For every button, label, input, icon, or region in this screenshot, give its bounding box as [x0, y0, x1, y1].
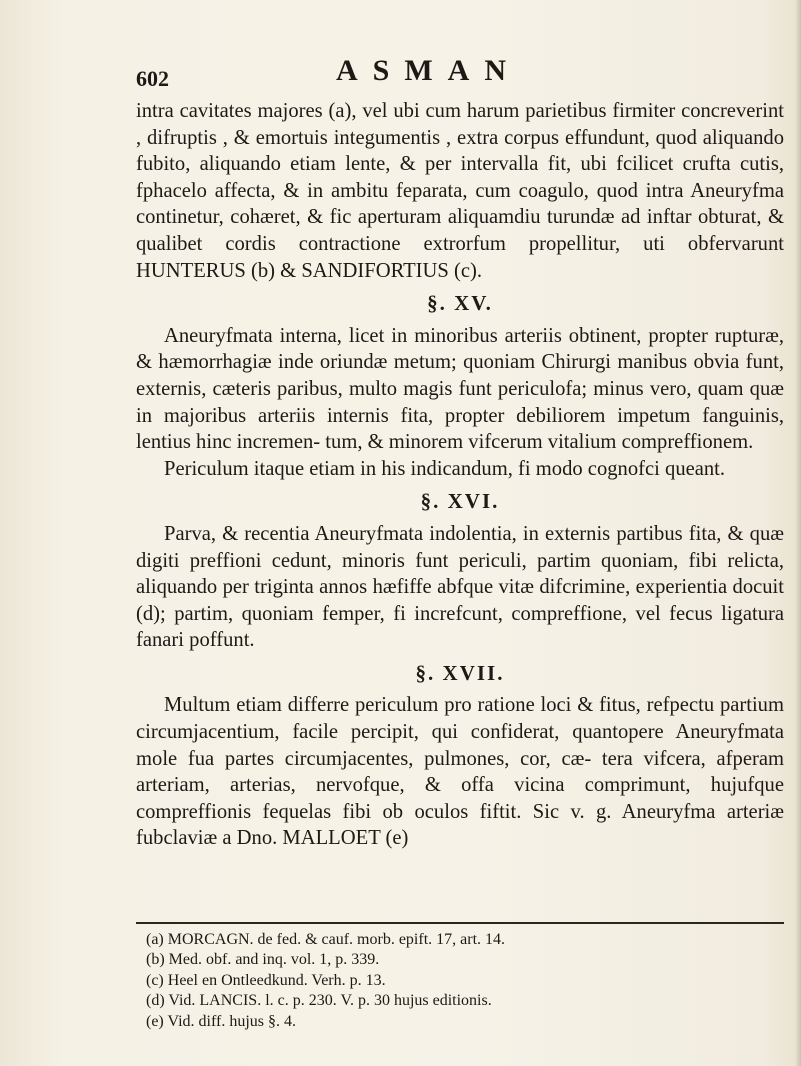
- text-line: Aneuryfmata mole fua partes circumjacentes, pulmones, cor, cæ-: [136, 721, 784, 770]
- paragraph-multum: [136, 692, 784, 852]
- text-line: intervalla fit, ubi fcilicet crufta cutis, fphacelo affecta, & in ambitu: [136, 153, 784, 202]
- text-line: Periculum itaque etiam in his indicandum, fi modo cognofci: [164, 457, 666, 480]
- text-line: effundunt, quod aliquando fubito, aliquando etiam lente, & per: [136, 126, 784, 176]
- footnote-rule: [136, 922, 784, 924]
- text-line: fita, propter debiliorem impetum fanguinis, lentius hinc incremen-: [136, 404, 784, 454]
- text-line: Parva, & recentia Aneuryfmata indolentia, in externis partibus: [164, 522, 689, 545]
- footnotes: [146, 930, 766, 1032]
- text-line: tera vifcera, afperam arteriam, arterias, nervofque, & offa vicina: [136, 747, 784, 797]
- footnote-b: (b) Med. obf. and inq. vol. 1, p. 339.: [146, 951, 380, 969]
- text-line: (b) & SANDIFORTIUS (c).: [251, 259, 482, 282]
- text-line: Aneuryfmata interna, licet in minoribus arteriis obtinent, propter: [164, 324, 715, 347]
- text-line: queant.: [665, 457, 726, 480]
- page-number: 602: [136, 66, 169, 91]
- footnote-c: (c) Heel en Ontleedkund. Verh. p. 13.: [146, 971, 386, 989]
- text-line: fi increfcunt, compreffione, vel fecus ligatura fanari poffunt.: [136, 602, 784, 652]
- section-heading-17: §. XVII.: [415, 660, 505, 685]
- text-line: fita, & quæ digiti preffioni cedunt, minoris funt periculi, partim: [136, 522, 784, 572]
- paragraph-periculum: [136, 456, 784, 483]
- text-line: partium circumjacentium, facile percipit, qui confiderat, quantopere: [136, 694, 784, 744]
- section-heading-15: §. XV.: [427, 291, 493, 316]
- paragraph-aneurysm-internal: [136, 323, 784, 456]
- text-line: periculofa; minus vero, quam quæ in majoribus arteriis internis: [136, 377, 784, 427]
- footnote-d: (d) Vid. LANCIS. l. c. p. 230. V. p. 30 hujus editionis.: [146, 992, 492, 1010]
- paragraph-parva: [136, 521, 784, 654]
- body-text: [136, 98, 784, 852]
- text-line: comprimunt, hujufque compreffionis fequelas fibi ob oculos fiftit.: [136, 774, 784, 823]
- paragraph-continuation: [136, 98, 784, 284]
- text-line: intra cavitates majores (a), vel ubi cum harum parietibus firmiter: [136, 100, 682, 122]
- page-edge-shadow: [795, 0, 801, 1066]
- text-line: concreverint , difruptis , & emortuis integumentis , extra corpus: [136, 100, 784, 149]
- text-line: feparata, cum coagulo, quod intra Aneuryfma continetur, cohæret,: [136, 179, 784, 229]
- text-line: Sic v. g. Aneuryfma arteriæ fubclaviæ a Dno. MALLOET (e): [136, 800, 785, 850]
- text-line: Multum etiam differre periculum pro ratione loci & fitus, refpectu: [164, 694, 720, 717]
- text-line: quoniam, fibi relicta, aliquando per triginta annos hæfiffe abfque: [136, 549, 784, 599]
- text-line: cordis contractione extrorfum propellitur, uti obfervarunt HUNTERUS: [136, 232, 784, 282]
- footnote-e: (e) Vid. diff. hujus §. 4.: [146, 1012, 296, 1030]
- text-line: rupturæ, & hæmorrhagiæ inde oriundæ metum; quoniam Chirurgi: [136, 324, 784, 374]
- footnote-a: (a) MORCAGN. de fed. & cauf. morb. epift. 17, art. 14.: [146, 931, 506, 948]
- text-line: & fic aperturam aliquamdiu turundæ ad inftar obturat, & qualibet: [136, 206, 785, 255]
- text-line: vitæ difcrimine, experientia docuit (d); partim, quoniam femper,: [136, 576, 784, 625]
- text-line: manibus obvia funt, externis, cæteris paribus, multo magis funt: [136, 351, 784, 400]
- page-header: [136, 44, 786, 91]
- section-heading-16: §. XVI.: [420, 489, 500, 514]
- running-head: ASMAN: [336, 54, 521, 87]
- text-line: tum, & minorem vifcerum vitalium compreffionem.: [325, 431, 754, 454]
